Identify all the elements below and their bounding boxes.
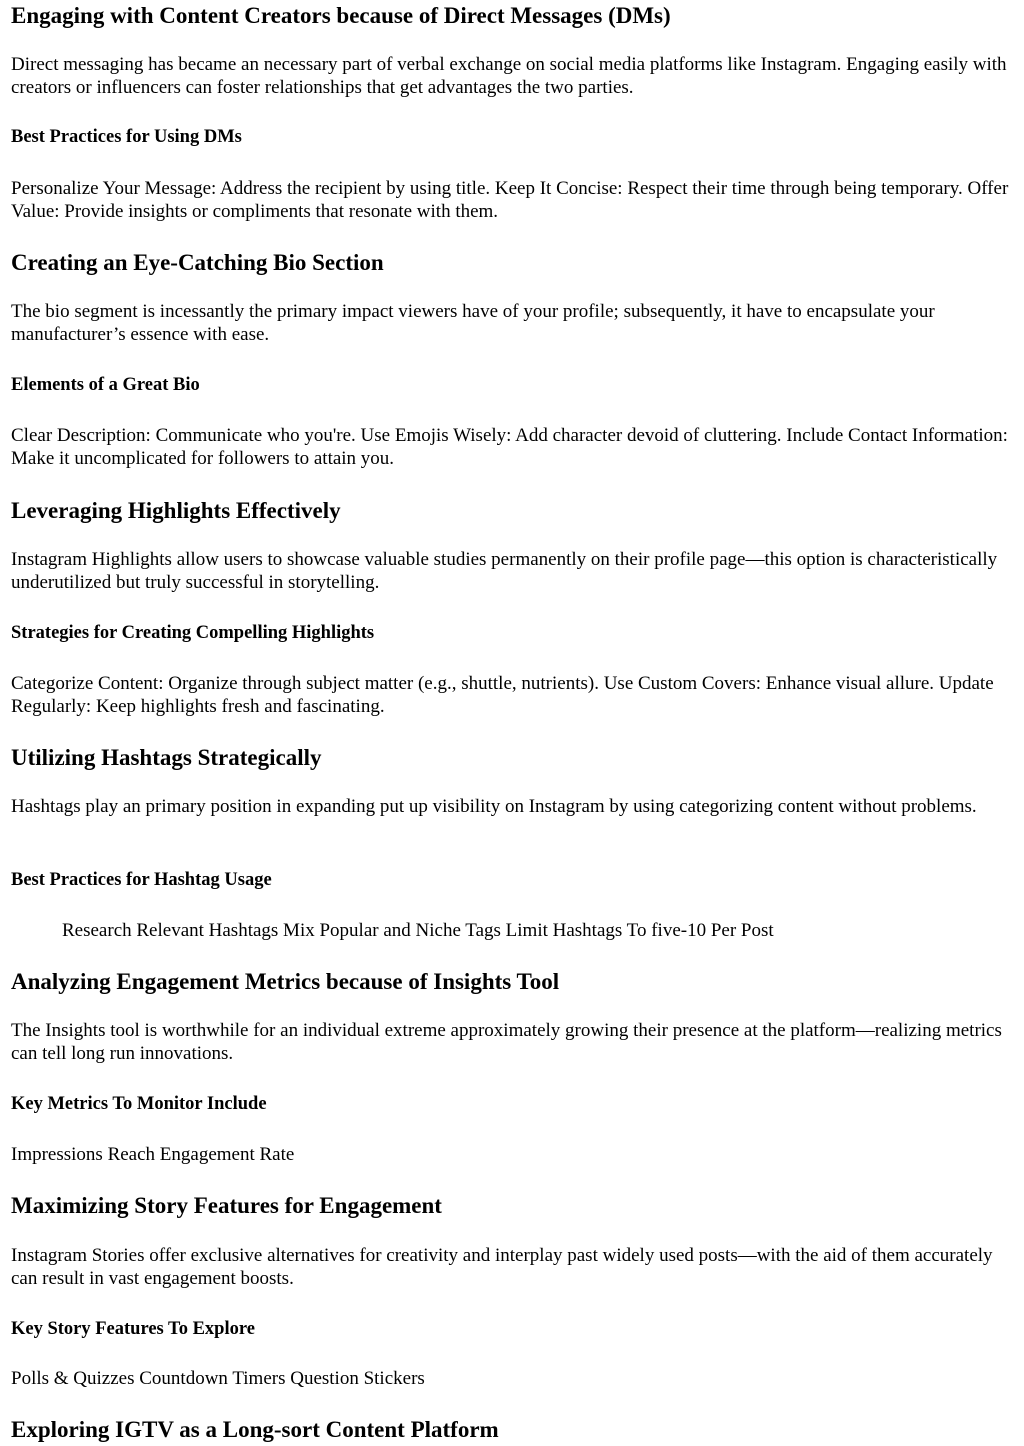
subheading-highlights-strategies: Strategies for Creating Compelling Highlights: [11, 623, 375, 643]
paragraph-insights-intro: The Insights tool is worthwhile for an individual extreme approximately growing their presence at the platform—realizing metrics can tell long run innovations.: [11, 1020, 1002, 1064]
list-stories-features: Polls & Quizzes Countdown Timers Question Stickers: [11, 1368, 425, 1389]
subheading-insights-metrics: Key Metrics To Monitor Include: [11, 1094, 267, 1114]
paragraph-hashtags-intro: Hashtags play an primary position in expanding put up visibility on Instagram by using categorizing content without problems.: [11, 796, 977, 817]
paragraph-highlights-tips: Categorize Content: Organize through subject matter (e.g., shuttle, nutrients). Use Custom Covers: Enhance visual allure. Update Regularly: Keep highlights fresh and fascinating.: [11, 673, 994, 717]
list-hashtags-tips: Research Relevant Hashtags Mix Popular and Niche Tags Limit Hashtags To five-10 Per Post: [62, 920, 774, 941]
paragraph-stories-intro: Instagram Stories offer exclusive alternatives for creativity and interplay past widely used posts—with the aid of them accurately can result in vast engagement boosts.: [11, 1245, 993, 1289]
heading-highlights: Leveraging Highlights Effectively: [11, 498, 341, 523]
subheading-bio-elements: Elements of a Great Bio: [11, 375, 200, 395]
heading-stories: Maximizing Story Features for Engagement: [11, 1193, 442, 1218]
paragraph-bio-tips: Clear Description: Communicate who you're. Use Emojis Wisely: Add character devoid of cluttering. Include Contact Information: Make it uncomplicated for followers to attain you.: [11, 425, 1008, 469]
heading-hashtags: Utilizing Hashtags Strategically: [11, 745, 322, 770]
heading-dms: Engaging with Content Creators because of Direct Messages (DMs): [11, 3, 671, 28]
paragraph-bio-intro: The bio segment is incessantly the primary impact viewers have of your profile; subsequently, it have to encapsulate your manufacturer’s essence with ease.: [11, 301, 935, 345]
heading-insights: Analyzing Engagement Metrics because of Insights Tool: [11, 969, 560, 994]
heading-bio: Creating an Eye-Catching Bio Section: [11, 250, 384, 275]
subheading-stories-features: Key Story Features To Explore: [11, 1319, 255, 1339]
heading-igtv: Exploring IGTV as a Long-sort Content Platform: [11, 1417, 499, 1442]
paragraph-highlights-intro: Instagram Highlights allow users to showcase valuable studies permanently on their profile page—this option is characteristically underutilized but truly successful in storytelling.: [11, 549, 998, 593]
subheading-hashtags-best-practices: Best Practices for Hashtag Usage: [11, 870, 272, 890]
paragraph-dms-intro: Direct messaging has became an necessary part of verbal exchange on social media platforms like Instagram. Engaging easily with creators or influencers can foster relationships that get advantages the two parties.: [11, 54, 1007, 98]
paragraph-dms-tips: Personalize Your Message: Address the recipient by using title. Keep It Concise: Respect their time through being temporary. Offer Value: Provide insights or compliments that resonate with them.: [11, 178, 1009, 222]
subheading-dms-best-practices: Best Practices for Using DMs: [11, 127, 242, 147]
list-insights-metrics: Impressions Reach Engagement Rate: [11, 1144, 295, 1165]
